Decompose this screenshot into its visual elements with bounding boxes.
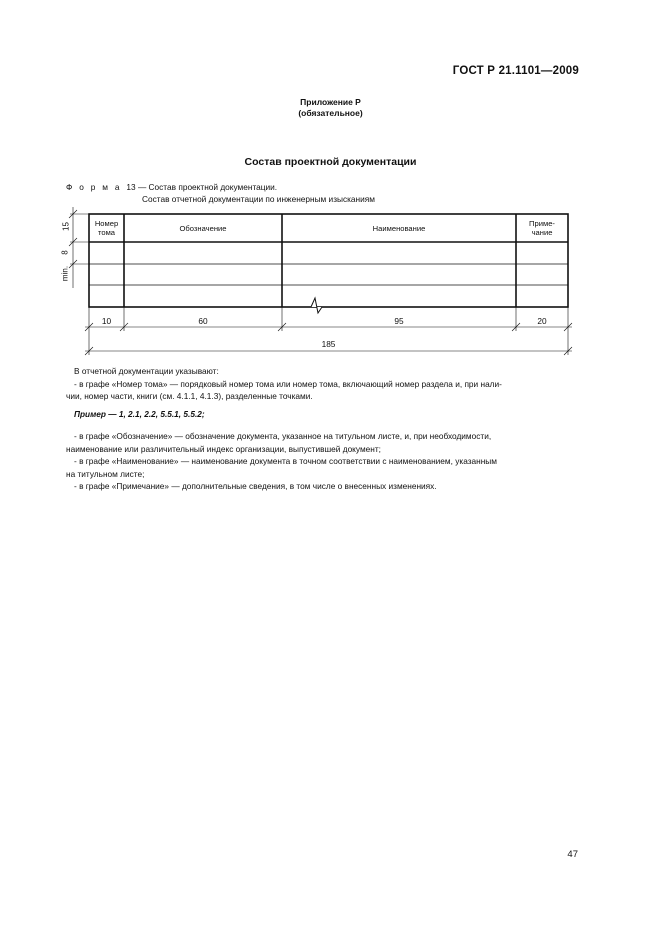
annex-status: (обязательное) xyxy=(298,108,363,118)
header-note-line1: Приме- xyxy=(529,219,555,228)
header-height-label: 15 xyxy=(61,222,71,231)
header-volume-line1: Номер xyxy=(94,219,119,228)
item-designation-line1: - в графе «Обозначение» — обозначение документа, указанное на титульном листе, и, при необходимости, xyxy=(74,431,492,441)
header-note-line2: чание xyxy=(531,228,553,237)
break-mark xyxy=(300,298,330,313)
page-number: 47 xyxy=(567,849,578,860)
item-volume-line1: - в графе «Номер тома» — порядковый номер тома или номер тома, включающий номер раздела и, при нали- xyxy=(74,378,502,389)
header-note xyxy=(516,219,568,237)
header-name: Наименование xyxy=(372,224,426,233)
form-label: Ф о р м а xyxy=(66,182,122,192)
section-title: Состав проектной документации xyxy=(244,156,417,168)
form-caption-line2: Состав отчетной документации по инженерным изысканиям xyxy=(142,194,375,204)
item-volume-line2: чии, номер части, книги (см. 4.1.1, 4.1.3), разделенные точками. xyxy=(66,391,313,402)
body-items-block xyxy=(66,430,584,493)
header-designation: Обозначение xyxy=(179,224,227,233)
example-text: Пример — 1, 2.1, 2.2, 5.5.1, 5.5.2; xyxy=(74,409,205,419)
width-name: 95 xyxy=(394,316,404,326)
body-intro-block xyxy=(66,365,584,403)
total-width: 185 xyxy=(321,339,336,349)
form-caption-line1: 13 — Состав проектной документации. xyxy=(126,182,278,192)
width-designation: 60 xyxy=(198,316,208,326)
standard-number: ГОСТ Р 21.1101—2009 xyxy=(452,65,579,77)
item-designation-line2: наименование или различительный индекс организации, выпустившей документ; xyxy=(66,443,381,454)
item-name-line2: на титульном листе; xyxy=(66,468,145,479)
row-height-prefix: min. xyxy=(60,265,70,282)
width-volume: 10 xyxy=(101,316,112,326)
width-note: 20 xyxy=(537,316,547,326)
row-height-label: 8 xyxy=(60,250,70,255)
header-volume-number xyxy=(89,219,124,237)
intro-text: В отчетной документации указывают: xyxy=(74,366,219,376)
item-note: - в графе «Примечание» — дополнительные сведения, в том числе о внесенных изменениях. xyxy=(74,481,437,492)
annex-title: Приложение Р xyxy=(300,97,361,107)
header-volume-line2: тома xyxy=(97,228,116,237)
item-name-line1: - в графе «Наименование» — наименование документа в точном соответствии с наименованием, указанным xyxy=(74,456,497,467)
